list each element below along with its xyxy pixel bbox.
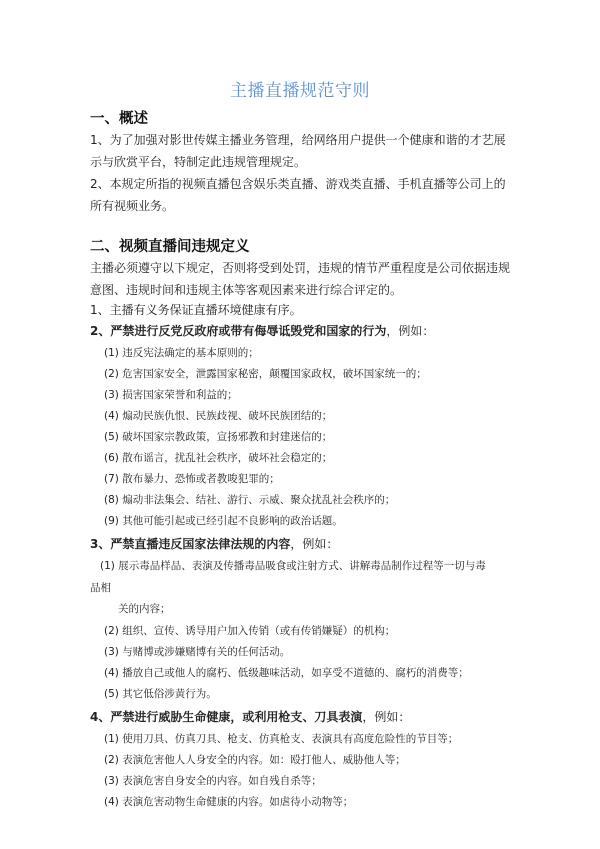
rule-3: [90, 535, 338, 552]
section-heading-violations: 二、视频直播间违规定义: [90, 239, 250, 255]
list-item: (6) 散布谣言，扰乱社会秩序，破坏社会稳定的；: [104, 452, 333, 464]
paragraph-line: 主播必须遵守以下规定，否则将受到处罚，违规的情节严重程度是公司依据违规: [90, 261, 511, 275]
paragraph-line: 所有视频业务。: [90, 199, 175, 213]
rule-4-tail: ，例如：: [362, 710, 411, 724]
rule-4: [90, 708, 410, 725]
paragraph-line: 意图、违规时间和违规主体等客观因素来进行综合评定的。: [90, 283, 403, 297]
list-item: (5) 破坏国家宗教政策，宣扬邪教和封建迷信的；: [104, 431, 333, 443]
rule-3-bold: 3、严禁直播违反国家法律法规的内容: [90, 537, 291, 551]
list-item: (9) 其他可能引起或已经引起不良影响的政治话题。: [104, 515, 343, 527]
list-item: (8) 煽动非法集会、结社、游行、示威、聚众扰乱社会秩序的；: [104, 494, 396, 506]
list-item: (1) 使用刀具、仿真刀具、枪支、仿真枪支、表演具有高度危险性的节目等；: [104, 733, 459, 745]
paragraph-line: 2、本规定所指的视频直播包含娱乐类直播、游戏类直播、手机直播等公司上的: [90, 177, 506, 191]
list-item: 关的内容；: [118, 603, 171, 615]
list-item: (3) 损害国家荣誉和利益的；: [104, 389, 238, 401]
rule-2-tail: ，例如：: [386, 324, 435, 338]
list-item: (5) 其它低俗涉黄行为。: [104, 688, 217, 700]
rule-4-bold: 4、严禁进行威胁生命健康，或利用枪支、刀具表演: [90, 710, 363, 724]
rule-2-bold: 2、严禁进行反党反政府或带有侮辱诋毁党和国家的行为: [90, 324, 387, 338]
list-item: (1) 违反宪法确定的基本原则的；: [104, 347, 259, 359]
list-item: (4) 播放自己或他人的腐朽、低级趣味活动，如享受不道德的、腐朽的消费等；: [104, 667, 469, 679]
list-item: (2) 危害国家安全，泄露国家秘密，颠覆国家政权，破坏国家统一的；: [104, 368, 427, 380]
list-item: 品相: [90, 582, 111, 594]
list-item: (3) 表演危害自身安全的内容。如自残自杀等；: [104, 775, 322, 787]
list-item: (7) 散布暴力、恐怖或者教唆犯罪的；: [104, 473, 280, 485]
list-item: (2) 组织、宣传、诱导用户加入传销（或有传销嫌疑）的机构；: [104, 625, 396, 637]
paragraph-line: 1、为了加强对影世传媒主播业务管理，给网络用户提供一个健康和谐的才艺展: [90, 133, 506, 147]
list-item: (4) 表演危害动物生命健康的内容。如虐待小动物等；: [104, 796, 354, 808]
list-item: (4) 煽动民族仇恨、民族歧视、破坏民族团结的；: [104, 410, 333, 422]
list-item: (3) 与赌博或涉嫌赌博有关的任何活动。: [104, 646, 291, 658]
rule-1: 1、主播有义务保证直播环境健康有序。: [90, 303, 302, 317]
page-title: 主播直播规范守则: [230, 81, 370, 101]
paragraph-line: 示与欣赏平台，特制定此违规管理规定。: [90, 155, 307, 169]
list-item: (2) 表演危害他人人身安全的内容。如：殴打他人、威胁他人等；: [104, 754, 406, 766]
rule-3-tail: ，例如：: [290, 537, 339, 551]
section-heading-overview: 一、概述: [90, 111, 148, 127]
rule-2: [90, 322, 434, 339]
list-item: (1) 展示毒品样品、表演及传播毒品吸食或注射方式、讲解毒品制作过程等一切与毒: [100, 560, 486, 572]
